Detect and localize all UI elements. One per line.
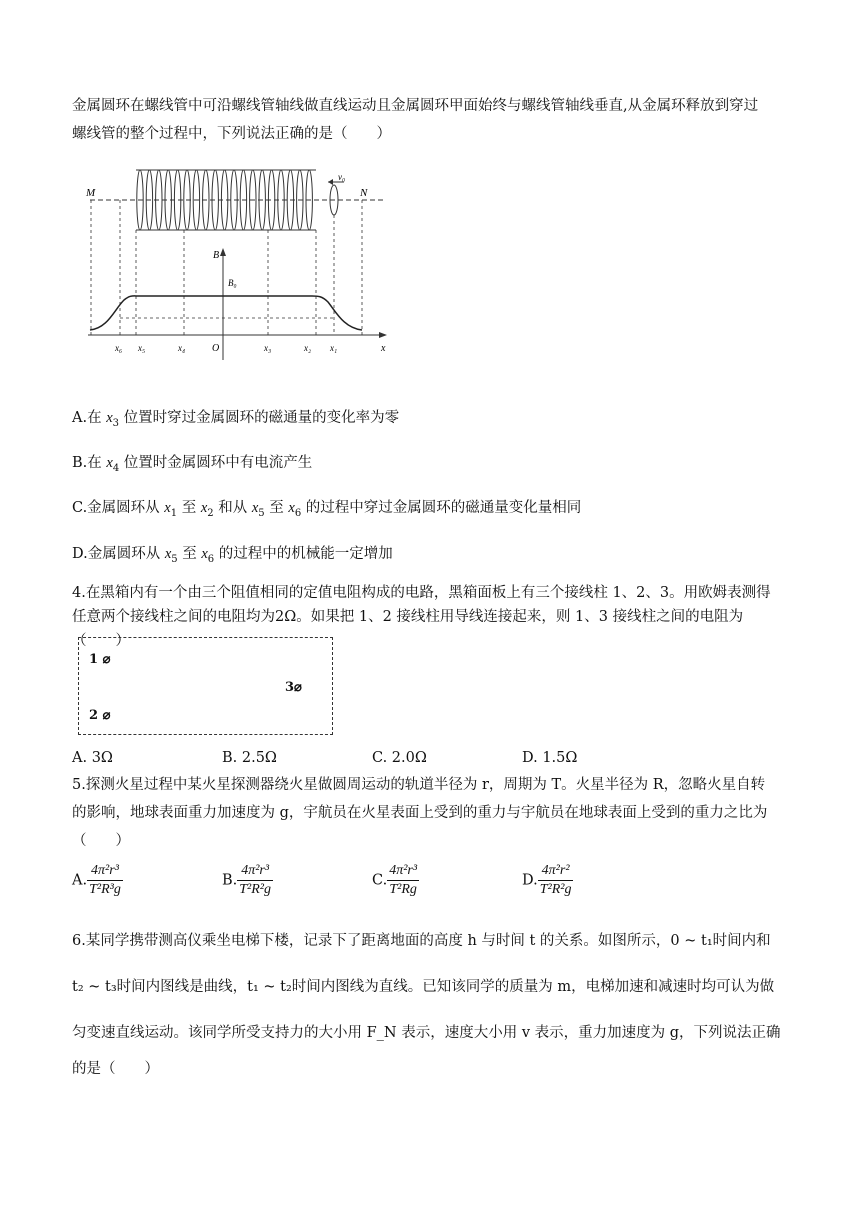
solenoid-field-figure [78, 160, 398, 360]
B-axis-label: B [213, 250, 220, 261]
terminal-3: 3⌀ [285, 680, 302, 695]
x-axis-label: x [381, 343, 386, 354]
tick-x4: x₄ [178, 343, 186, 353]
q3-option-b: B.在 $x_4$ 位置时金属圆环中有电流产生 [72, 455, 313, 474]
q4-option-b: B. 2.5Ω [222, 750, 277, 766]
q6-stem-line3: 匀变速直线运动。该同学所受支持力的大小用 F_N 表示，速度大小用 v 表示，重力加速度为 g，下列说法正确 [72, 1025, 781, 1041]
q4-stem-line1: 4.在黑箱内有一个由三个阻值相同的定值电阻构成的电路，黑箱面板上有三个接线柱 1、2、3。用欧姆表测得 [72, 585, 771, 601]
tick-x3: x₃ [264, 343, 272, 353]
q3-stem-line2: 螺线管的整个过程中，下列说法正确的是（ ） [72, 126, 391, 142]
tick-x6: x₆ [115, 343, 123, 353]
q6-stem-line4: 的是（ ） [72, 1061, 159, 1077]
black-box-figure [78, 637, 333, 735]
q6-stem-line1: 6.某同学携带测高仪乘坐电梯下楼，记录下了距离地面的高度 h 与时间 t 的关系。如图所示，0 ~ t₁时间内和 [72, 933, 771, 949]
q3-option-c: C.金属圆环从 $x_1$ 至 $x_2$ 和从 $x_5$ 至 $x_6$ 的过程中穿过金属圆环的磁通量变化量相同 [72, 500, 582, 519]
q5-option-c: C. $\frac{\text{4π²r³}}{\text{T²Rg}}$ [372, 863, 418, 897]
N-label: N [360, 187, 368, 199]
origin-label: O [212, 343, 220, 354]
q3-option-a: A.在 $x_3$ 位置时穿过金属圆环的磁通量的变化率为零 [72, 410, 400, 429]
q5-stem-line2: 的影响，地球表面重力加速度为 g，宇航员在火星表面上受到的重力与宇航员在地球表面上受到的重力之比为 [72, 805, 768, 821]
M-label: M [86, 187, 96, 199]
terminal-1: 1 ⌀ [89, 652, 111, 667]
q5-option-b: B. $\frac{\text{4π²r³}}{\text{T²R²g}}$ [222, 863, 271, 897]
tick-x2: x₂ [304, 343, 312, 353]
q5-stem-line1: 5.探测火星过程中某火星探测器绕火星做圆周运动的轨道半径为 r，周期为 T。火星半径为 R，忽略火星自转 [72, 777, 766, 793]
q4-option-c: C. 2.0Ω [372, 750, 427, 766]
q5-stem-line3: （ ） [72, 833, 130, 849]
q5-option-a: A. $\frac{\text{4π²r³}}{\text{T²R³g}}$ [72, 863, 121, 897]
q5-option-d: D. $\frac{\text{4π²r²}}{\text{T²R²g}}$ [522, 863, 572, 897]
q4-option-d: D. 1.5Ω [522, 750, 578, 766]
v0-label: v₀ [338, 172, 346, 182]
q4-stem-line2: 任意两个接线柱之间的电阻均为2Ω。如果把 1、2 接线柱用导线连接起来，则 1、3 接线柱之间的电阻为（ ） [72, 609, 744, 649]
q3-option-d: D.金属圆环从 $x_5$ 至 $x_6$ 的过程中的机械能一定增加 [72, 546, 393, 565]
tick-x1: x₁ [330, 343, 338, 353]
q4-option-a: A. 3Ω [72, 750, 113, 766]
q6-stem-line2: t₂ ~ t₃时间内图线是曲线，t₁ ~ t₂时间内图线为直线。已知该同学的质量为 m，电梯加速和减速时均可认为做 [72, 979, 775, 995]
q3-stem-line1: 金属圆环在螺线管中可沿螺线管轴线做直线运动且金属圆环甲面始终与螺线管轴线垂直,从金属环释放到穿过 [72, 98, 759, 114]
tick-x5: x₅ [138, 343, 146, 353]
B0-label: B₀ [228, 278, 237, 288]
terminal-2: 2 ⌀ [89, 708, 111, 723]
